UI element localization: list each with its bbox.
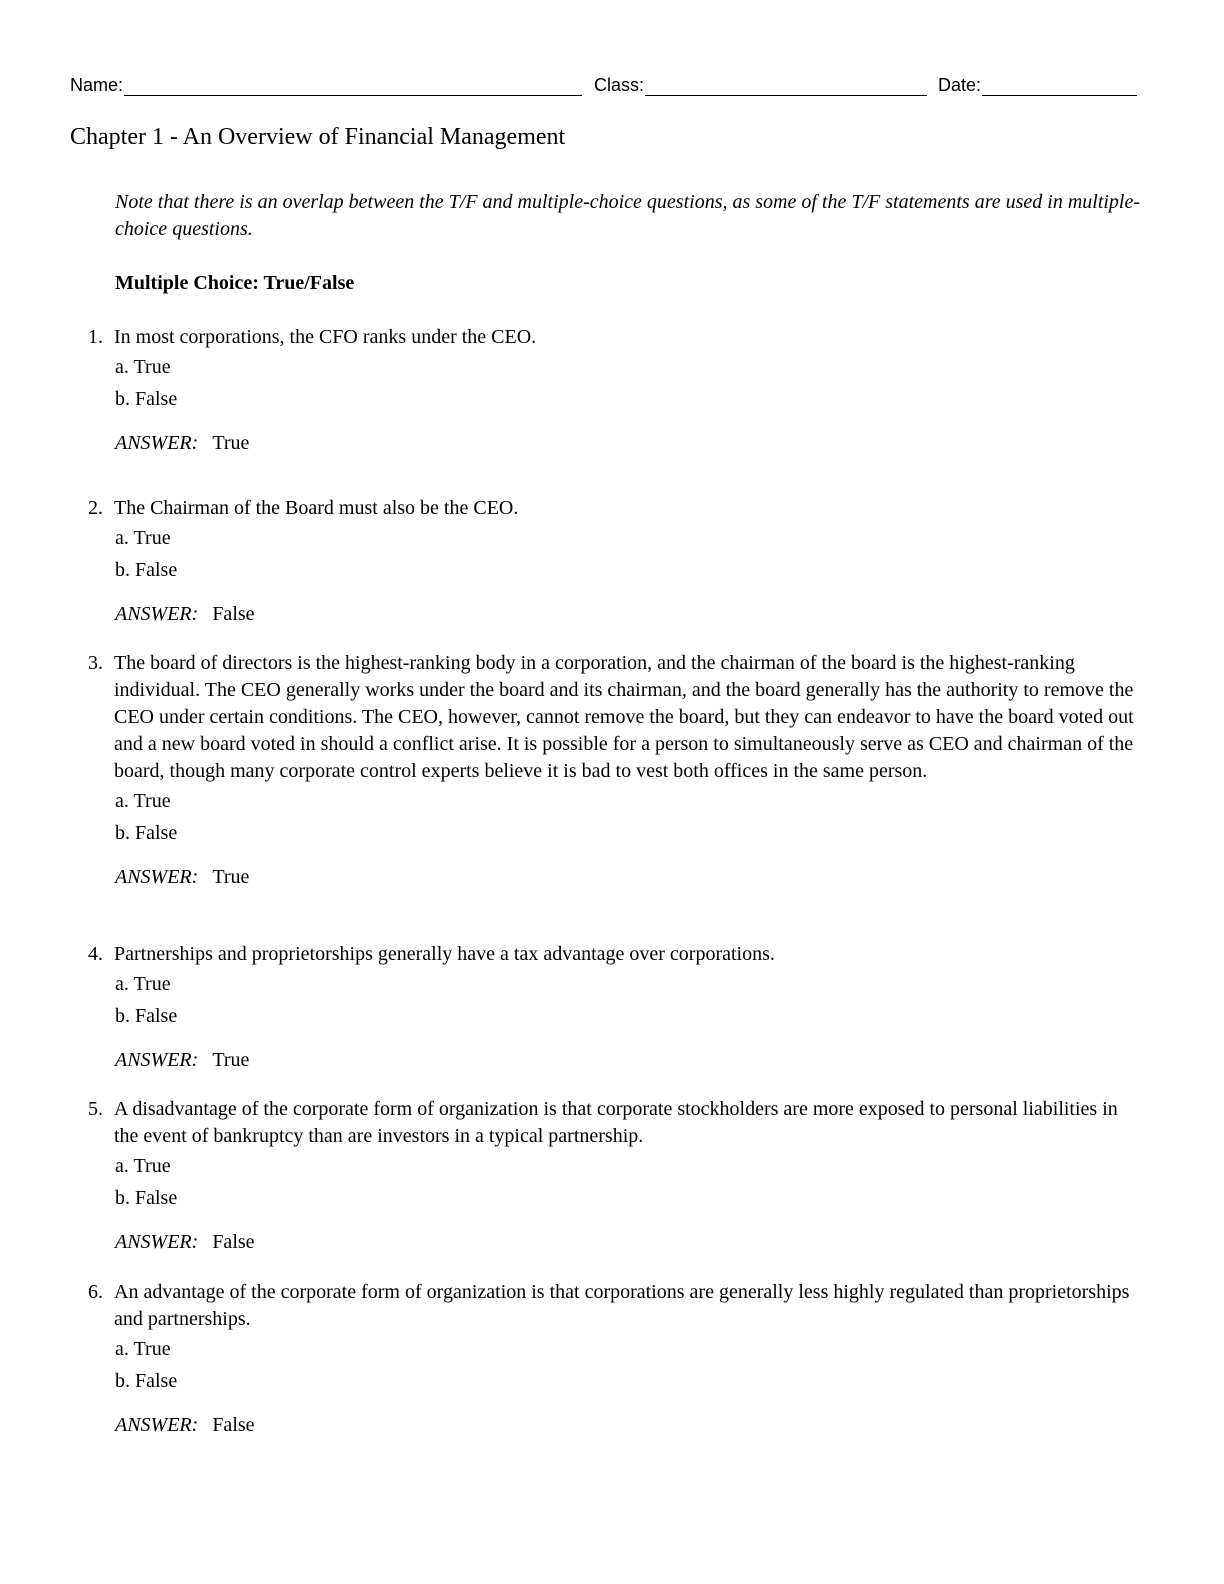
- question-text: In most corporations, the CFO ranks under the CEO.: [114, 326, 537, 348]
- class-field: [594, 72, 927, 96]
- question-text: An advantage of the corporate form of organization is that corporations are generally less highly regulated than proprietorships and partnerships.: [114, 1281, 1130, 1330]
- option-b: b. False: [115, 388, 178, 410]
- answer-label: ANSWER:: [115, 603, 199, 625]
- question-4: [88, 941, 1138, 1074]
- note-paragraph: Note that there is an overlap between the T/F and multiple-choice questions, as some of the T/F statements are used in multiple-choice questions.: [115, 191, 1141, 240]
- answer-label: ANSWER:: [115, 1414, 199, 1436]
- class-label: Class:: [594, 75, 645, 95]
- option-a: a. True: [115, 527, 171, 549]
- answer-line: [115, 864, 1138, 891]
- name-field: [70, 72, 582, 96]
- date-line: [982, 73, 1137, 96]
- answer-label: ANSWER:: [115, 432, 199, 454]
- question-1: [88, 324, 1138, 457]
- name-line: [124, 73, 582, 96]
- answer-value: False: [212, 603, 255, 625]
- chapter-title: Chapter 1 - An Overview of Financial Management: [70, 124, 566, 150]
- option-b: b. False: [115, 1005, 178, 1027]
- answer-value: True: [212, 432, 250, 454]
- option-b: b. False: [115, 559, 178, 581]
- question-text: The board of directors is the highest-ranking body in a corporation, and the chairman of the board is the highest-ranking individual. The CEO generally works under the board and its chairman, and the board generally has the authority to remove the CEO under certain conditions. The CEO, however, cannot remove the board, but they can endeavor to have the board voted out and a new board voted in should a conflict arise. It is possible for a person to simultaneously serve as CEO and chairman of the board, though many corporate control experts believe it is bad to vest both offices in the same person.: [114, 652, 1134, 782]
- name-label: Name:: [70, 75, 124, 95]
- date-label: Date:: [938, 75, 982, 95]
- question-number: 5.: [88, 1098, 103, 1120]
- question-number: 2.: [88, 497, 103, 519]
- date-field: [938, 72, 1137, 96]
- option-b: b. False: [115, 1187, 178, 1209]
- option-b: b. False: [115, 822, 178, 844]
- option-a: a. True: [115, 1155, 171, 1177]
- question-5: [88, 1096, 1138, 1256]
- answer-line: [115, 1412, 1138, 1439]
- option-b: b. False: [115, 1370, 178, 1392]
- answer-value: False: [212, 1414, 255, 1436]
- answer-value: False: [212, 1231, 255, 1253]
- question-text: Partnerships and proprietorships generally have a tax advantage over corporations.: [114, 943, 775, 965]
- question-2: [88, 495, 1138, 628]
- question-text: A disadvantage of the corporate form of organization is that corporate stockholders are more exposed to personal liabilities in the event of bankruptcy than are investors in a typical partnership.: [114, 1098, 1118, 1147]
- option-a: a. True: [115, 356, 171, 378]
- class-line: [645, 73, 927, 96]
- answer-line: [115, 430, 1138, 457]
- header-fields: [70, 72, 1142, 98]
- section-heading: Multiple Choice: True/False: [115, 272, 355, 294]
- answer-line: [115, 1229, 1138, 1256]
- answer-label: ANSWER:: [115, 866, 199, 888]
- answer-value: True: [212, 1049, 250, 1071]
- option-a: a. True: [115, 1338, 171, 1360]
- question-text: The Chairman of the Board must also be the CEO.: [114, 497, 519, 519]
- question-number: 3.: [88, 652, 103, 674]
- answer-label: ANSWER:: [115, 1049, 199, 1071]
- question-number: 1.: [88, 326, 103, 348]
- answer-label: ANSWER:: [115, 1231, 199, 1253]
- answer-line: [115, 601, 1138, 628]
- answer-line: [115, 1047, 1138, 1074]
- question-6: [88, 1279, 1138, 1439]
- option-a: a. True: [115, 790, 171, 812]
- question-number: 4.: [88, 943, 103, 965]
- answer-value: True: [212, 866, 250, 888]
- question-3: [88, 650, 1138, 891]
- question-number: 6.: [88, 1281, 103, 1303]
- option-a: a. True: [115, 973, 171, 995]
